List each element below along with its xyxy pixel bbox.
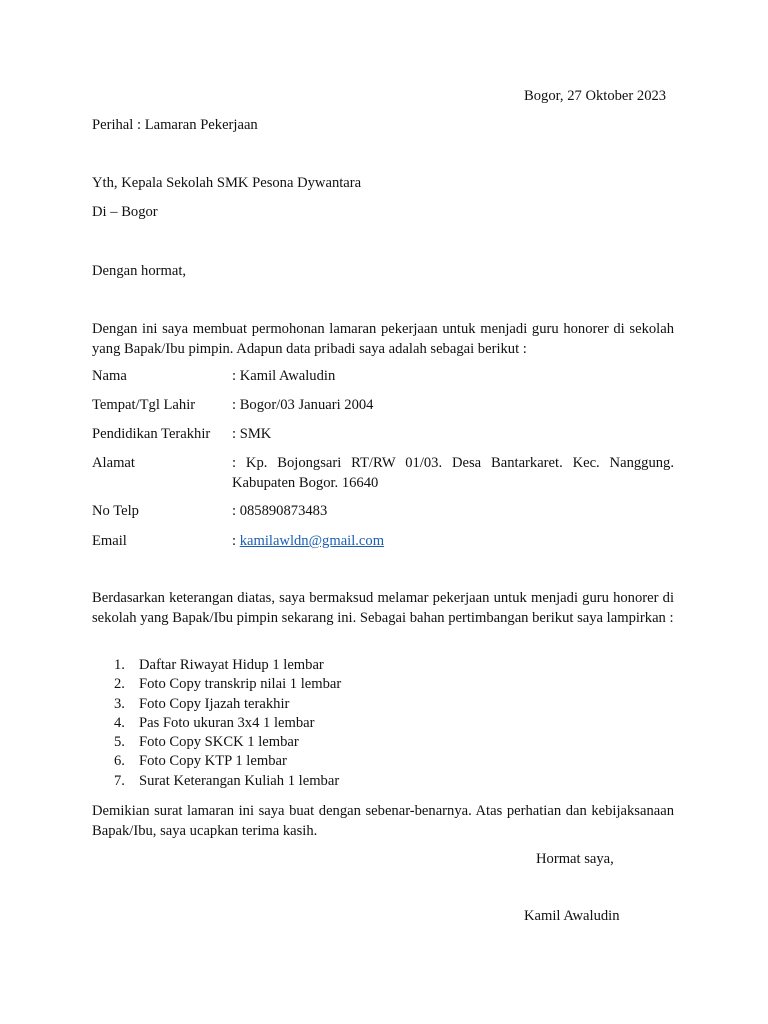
field-label: Nama	[92, 368, 127, 384]
list-item-number: 3.	[114, 695, 125, 712]
list-item	[92, 752, 592, 771]
list-item-number: 4.	[114, 714, 125, 731]
list-item-text: Foto Copy SKCK 1 lembar	[139, 734, 299, 751]
field-tempat-tgl-lahir	[92, 396, 674, 416]
list-item-number: 1.	[114, 657, 125, 673]
field-value	[232, 532, 384, 552]
greeting: Dengan hormat,	[92, 263, 187, 279]
field-value: : Kamil Awaludin	[232, 368, 336, 384]
field-label: No Telp	[92, 503, 139, 519]
email-prefix: :	[232, 533, 240, 549]
list-item-number: 2.	[114, 676, 125, 693]
signature-name: Kamil Awaludin	[524, 908, 620, 924]
list-item-number: 5.	[114, 734, 125, 751]
sign-off: Hormat saya,	[536, 851, 614, 867]
list-item	[92, 656, 592, 675]
field-telp	[92, 502, 674, 522]
field-value: : SMK	[232, 426, 272, 442]
list-item-text: Pas Foto ukuran 3x4 1 lembar	[139, 714, 315, 731]
list-item	[92, 695, 592, 714]
body-paragraph: Berdasarkan keterangan diatas, saya bermaksud melamar pekerjaan untuk menjadi guru honorer di sekolah yang Bapak/Ibu pimpin sekarang ini. Sebagai bahan pertimbangan berikut saya lampirkan :	[92, 590, 674, 626]
list-item-text: Foto Copy transkrip nilai 1 lembar	[139, 676, 342, 693]
recipient-line: Yth, Kepala Sekolah SMK Pesona Dywantara	[92, 175, 362, 191]
list-item-text: Foto Copy Ijazah terakhir	[139, 695, 290, 712]
list-item-number: 6.	[114, 753, 125, 770]
list-item-text: Surat Keterangan Kuliah 1 lembar	[139, 772, 340, 789]
field-value: : Bogor/03 Januari 2004	[232, 397, 374, 413]
list-item-text: Daftar Riwayat Hidup 1 lembar	[139, 657, 324, 673]
recipient-location: Di – Bogor	[92, 204, 158, 220]
field-label: Email	[92, 533, 127, 549]
list-item	[92, 675, 592, 694]
field-label: Pendidikan Terakhir	[92, 426, 211, 442]
list-item-number: 7.	[114, 772, 125, 789]
intro-paragraph: Dengan ini saya membuat permohonan lamaran pekerjaan untuk menjadi guru honorer di sekolah yang Bapak/Ibu pimpin. Adapun data pribadi saya adalah sebagai berikut :	[92, 321, 674, 357]
list-item-text: Foto Copy KTP 1 lembar	[139, 753, 287, 770]
field-label: Tempat/Tgl Lahir	[92, 397, 196, 413]
field-value: : 085890873483	[232, 503, 328, 519]
email-link[interactable]: kamilawldn@gmail.com	[239, 533, 385, 549]
closing-paragraph: Demikian surat lamaran ini saya buat dengan sebenar-benarnya. Atas perhatian dan kebijaksanaan Bapak/Ibu, saya ucapkan terima kasih.	[92, 803, 674, 839]
list-item	[92, 772, 592, 791]
field-alamat	[92, 454, 674, 494]
field-label: Alamat	[92, 455, 135, 471]
field-value: : Kp. Bojongsari RT/RW 01/03. Desa Bantarkaret. Kec. Nanggung. Kabupaten Bogor. 16640	[232, 455, 674, 491]
subject-line: Perihal : Lamaran Pekerjaan	[92, 117, 258, 133]
field-email	[92, 532, 674, 552]
field-nama	[92, 367, 674, 387]
list-item	[92, 714, 592, 733]
attachment-list	[92, 656, 592, 791]
place-date: Bogor, 27 Oktober 2023	[524, 88, 667, 104]
field-pendidikan	[92, 425, 674, 445]
list-item	[92, 733, 592, 752]
